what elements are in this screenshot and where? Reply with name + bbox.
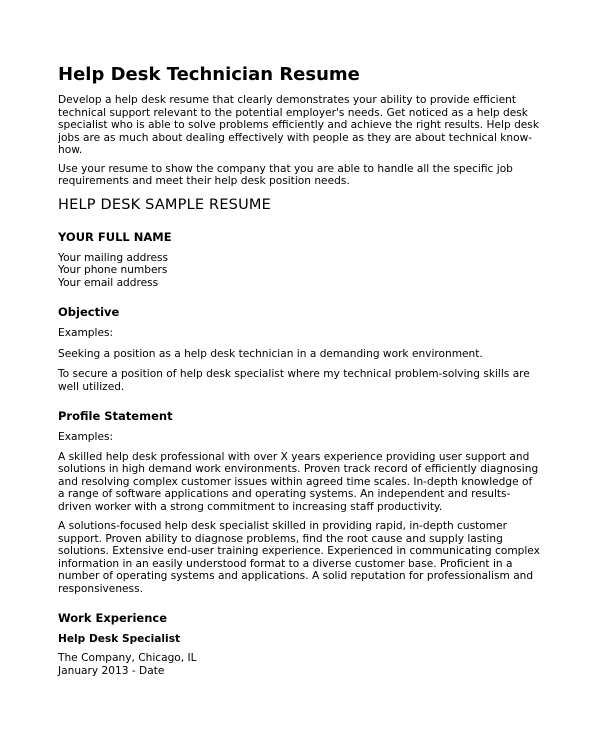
mailing-address-line: Your mailing address <box>58 251 169 264</box>
sample-resume-heading: HELP DESK SAMPLE RESUME <box>58 196 271 213</box>
job-title: Help Desk Specialist <box>58 633 181 645</box>
intro-paragraph-1: Develop a help desk resume that clearly demonstrates your ability to provide efficient technical support relevant to the potential employer's needs. Get noticed as a help desk specialist who is able to solve problems efficiently and achieve the right results. Help desk jobs are as much about dealing effectively with people as they are about technical know-how. <box>58 94 539 156</box>
email-line: Your email address <box>58 276 159 289</box>
objective-example-2: To secure a position of help desk specialist where my technical problem-solving skills are well utilized. <box>58 368 530 393</box>
contact-block <box>58 252 542 290</box>
profile-examples-label: Examples: <box>58 431 114 443</box>
objective-heading: Objective <box>58 305 120 319</box>
profile-example-2: A solutions-focused help desk specialist skilled in providing rapid, in-depth customer support. Proven ability to diagnose problems, find the root cause and supply lasting solutions. Extensive end-user training experience. Experienced in communicating complex information in an easily understood format to a diverse customer base. Proficient in a number of operating systems and applications. A solid reputation for professionalism and responsiveness. <box>58 520 540 595</box>
objective-example-1: Seeking a position as a help desk technician in a demanding work environment. <box>58 347 483 360</box>
work-experience-heading: Work Experience <box>58 611 168 625</box>
phone-line: Your phone numbers <box>58 264 168 276</box>
profile-example-1: A skilled help desk professional with over X years experience providing user support and solutions in high demand work environments. Proven track record of efficiently diagnosing and resolving complex customer issues within agreed time scales. In-depth knowledge of a range of software applications and operating systems. An independent and results-driven worker with a strong commitment to increasing staff productivity. <box>58 450 539 513</box>
page-title: Help Desk Technician Resume <box>58 64 360 85</box>
objective-examples-label: Examples: <box>58 327 114 339</box>
dates-line: January 2013 - Date <box>58 664 165 677</box>
company-line: The Company, Chicago, IL <box>58 651 197 664</box>
profile-statement-heading: Profile Statement <box>58 409 173 423</box>
intro-paragraph-2: Use your resume to show the company that you are able to handle all the specific job requirements and meet their help desk position needs. <box>58 162 513 187</box>
job-details <box>58 652 542 678</box>
full-name-heading: YOUR FULL NAME <box>58 229 172 244</box>
resume-document <box>58 64 542 678</box>
